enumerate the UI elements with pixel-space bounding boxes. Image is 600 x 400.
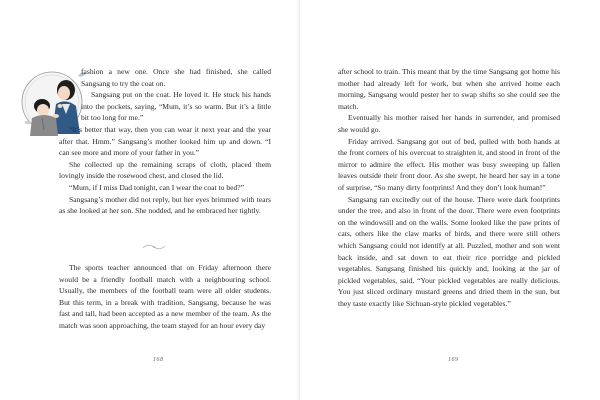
right-page bbox=[300, 0, 600, 400]
left-page-top-text bbox=[59, 66, 271, 217]
paragraph: “It’s better that way, then you can wear it next year and the year after that. Hmm.” Sangsang’s mother looked him up and down. “I can see more and more of your father in you.” bbox=[59, 124, 271, 158]
section-divider-flourish-icon bbox=[141, 242, 167, 252]
page-number-left: 168 bbox=[153, 357, 164, 363]
paragraph: She collected up the remaining scraps of cloth, placed them lovingly inside the rosewood chest, and closed the lid. bbox=[59, 159, 271, 181]
right-page-text bbox=[338, 66, 560, 309]
paragraph: “Mum, if I miss Dad tonight, can I wear the coat to bed?” bbox=[69, 182, 245, 192]
paragraph: Sangsang’s mother did not reply, but her eyes brimmed with tears as she looked at her son. She nodded, and he embraced her tightly. bbox=[59, 194, 271, 216]
paragraph: Eventually his mother raised her hands in surrender, and promised she would go. bbox=[338, 113, 560, 134]
page-number-right: 169 bbox=[448, 357, 459, 363]
paragraph: Friday arrived. Sangsang got out of bed, pulled with both hands at the front corners of his overcoat to straighten it, and stood in front of the mirror to admire the effect. His mother was busy sweeping up fallen leaves outside their front door. As she swept, he heard her say in a tone of surprise, “So many dirty footprints! And they don’t look human!” bbox=[338, 136, 560, 192]
left-page-bottom-text bbox=[59, 262, 271, 332]
paragraph: fashion a new one. Once she had finished, she called Sangsang to try the coat on. bbox=[81, 67, 271, 88]
paragraph: Sangsang put on the coat. He loved it. He stuck his hands into the pockets, saying, “Mum, it’s so warm. But it’s a little bit too long for me.” bbox=[81, 90, 271, 123]
paragraph: after school to train. This meant that by the time Sangsang got home his mother had already left for work, but when she arrived home each morning, Sangsang would pester her to swap shifts so she could see the match. bbox=[338, 67, 560, 111]
paragraph: The sports teacher announced that on Friday afternoon there would be a friendly football match with a neighbouring school. Usually, the members of the football team were all older students. But this term, in a break with tradition, Sangsang, because he was fast and tall, had been accepted as a new member of the team. As the match was soon approaching, the team stayed for an hour every day bbox=[59, 263, 271, 330]
paragraph: Sangsang ran excitedly out of the house. There were dark footprints under the tree, and also in front of the door. There were even footprints on the windowsill and on the walls. Some looked like the paw prints of cats, others like the claw marks of birds, and there were still others which Sangsang could not identify at all. Puzzled, mother and son went back inside, and sat down to eat their rice porridge and pickled vegetables. Sangsang finished his quickly and, looking at the jar of pickled vegetables, said, “Your pickled vegetables are really delicious. You just sliced ordinary mustard greens and dried them in the sun, but they taste exactly like Sichuan-style pickled vegetables.” bbox=[338, 194, 560, 308]
